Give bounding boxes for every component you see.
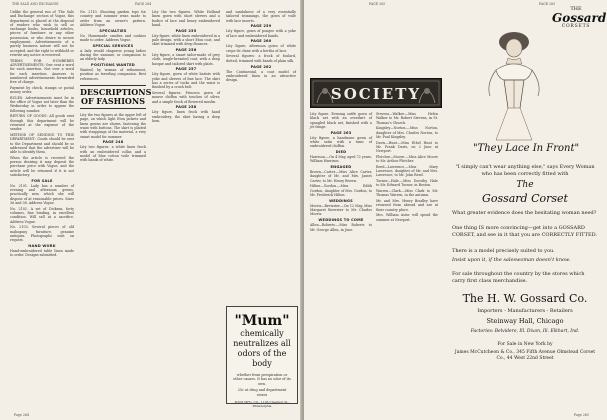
- section-heading: PAGE 262: [250, 64, 272, 69]
- left-page-footer: Page 264: [14, 413, 29, 417]
- text-paragraph: No. 2103. Several pieces of old mahogany furniture, genuine antiques. Photographs sent on request.: [10, 225, 74, 243]
- text-paragraph: Davis—Hunt.—Miss Ethel Hunt to Mr. Frank Davis, on 2 June at Newport.: [376, 140, 438, 154]
- gossard-slogan: "They Lace In Front": [472, 143, 580, 154]
- text-paragraph: Lity figure, white linen embroidered in a pale design, with a short Eton coat, and skirt trimmed with deep flounces.: [152, 33, 220, 47]
- text-paragraph: and sandalness of a very essentially tailored trimmings, the gown of voile with lace inserts.: [226, 10, 296, 23]
- mum-sub2: neutralizes all: [233, 339, 291, 348]
- text-paragraph: Several figures: Princess gown of mauve chiffon with touches of silver, and a simple frock of flowered muslin.: [152, 91, 220, 104]
- text-paragraph: Harrison.—On 4 May, aged 72 years, William Harrison.: [310, 155, 372, 164]
- text-paragraph: Lity the two figures. White Holland linen gown with short sleeves and a bodice of lace and heavy embroidered band.: [152, 10, 220, 27]
- text-paragraph: Fletcher—Moore.—Miss Alice Moore to Mr. Arthur Fletcher.: [376, 154, 438, 164]
- text-paragraph: RULES: Advertisements must be in the office of Vogue not later than the Wednesday in order to appear the following number.: [10, 95, 74, 113]
- text-paragraph: No. 2110. Shooting garden tops for country and summer wear, made to order from an owner's pattern. Address Vogue.: [80, 10, 146, 27]
- text-paragraph: No. Homemade candies and cookies made to order. Address Vogue.: [80, 33, 146, 42]
- right-top-column-1: [310, 10, 372, 75]
- left-folio-section: THE SALE AND EXCHANGE: [12, 2, 59, 6]
- right-page: [304, 0, 607, 420]
- right-folio-left: PAGE 265: [369, 2, 386, 6]
- section-heading: SPECIALTIES: [99, 28, 127, 33]
- gossard-para-2: One thing IS more convincing—get into a GOSSARD CORSET, and see in it that you are CORRECTLY FITTED.: [452, 225, 598, 238]
- gossard-address: Steinway Hall, Chicago: [486, 317, 564, 325]
- section-heading: PAGE 256: [175, 48, 197, 53]
- society-banner: [310, 78, 442, 108]
- section-heading: WEDDINGS TO COME: [318, 218, 364, 223]
- text-paragraph: The Continental, a coat model of embroidered linen in an attractive design.: [226, 69, 296, 83]
- text-paragraph: Lity two figures: a white linen frock with an embroidered collar, and a model of blue cotton voile trimmed with bands of white.: [80, 145, 146, 163]
- text-paragraph: Reed—Lawrence.—Miss Mary Lawrence, daughter of Mr. and Mrs. Lawrence, to Mr. John Reed.: [376, 164, 438, 178]
- right-column-2: [376, 112, 438, 408]
- text-paragraph: Allen—Roberts.—Miss Roberts to Mr. George Allen, in June.: [310, 223, 372, 232]
- text-paragraph: When the article is received the person desiring it may deposit the purchase price with Vogue, and the article will be returned if it is not satisfactory.: [10, 155, 74, 178]
- text-paragraph: A lady would chaperon young ladies during the summer, or companion to an elderly lady.: [80, 48, 146, 62]
- section-heading: FOR SALE: [31, 178, 53, 183]
- gossard-ny: For Sale in New York by: [497, 342, 553, 347]
- gossard-logo: [552, 6, 607, 29]
- mum-footer: MUM MFG. CO., 1106 Chestnut St., Philadelphia: [234, 400, 290, 409]
- section-heading: PAGE 260: [250, 39, 272, 44]
- text-paragraph: Lity figure, afternoon gown of white crepe de chine with a bertha of lace.: [226, 44, 296, 53]
- mum-headline: "Mum": [234, 313, 290, 329]
- text-paragraph: Lity figure, gown of pongee with a yoke of lace and embroidered bands.: [226, 29, 296, 38]
- section-heading: PAGE 257: [175, 67, 197, 72]
- corset-woman-illustration: [474, 28, 554, 140]
- mum-body: whether from perspiration or other causes. It has no odor of its own.: [233, 373, 291, 386]
- text-paragraph: RETURN OF GOODS: All goods sent through this department will be returned at the expense of the sender.: [10, 114, 74, 132]
- gossard-logo-the: THE: [570, 6, 582, 12]
- section-heading: PAGE 258: [175, 105, 197, 110]
- left-column-3: [152, 10, 220, 408]
- section-heading: ENGAGED: [330, 165, 352, 170]
- gossard-the: The: [516, 180, 534, 190]
- text-paragraph: Lity figure. Evening outfit gown of black net with an overskirt of spangled black net, finished with a jet fringe.: [310, 112, 372, 129]
- text-paragraph: Mr. and Mrs. Henry Bradley have returned from abroad and are at their country place.: [376, 199, 438, 212]
- text-paragraph: Several figures: a frock of foulard, dotted, trimmed with bands of plain silk.: [226, 54, 296, 63]
- left-folio-page: PAGE 264: [135, 2, 152, 6]
- right-page-footer: Page 265: [574, 413, 589, 417]
- text-paragraph: Payment by check, stamps or postal money order.: [10, 85, 74, 95]
- mum-sub3: odors of the body: [237, 349, 287, 368]
- gossard-quote: "I simply can't wear anything else," says Every Woman who has been correctly fitted with: [455, 164, 595, 177]
- section-heading: POSITIONS WANTED: [91, 63, 135, 68]
- mum-sub1: chemically: [240, 329, 284, 338]
- right-column-1: [310, 112, 372, 408]
- gossard-para-3: There is a model precisely suited to you.: [452, 248, 555, 254]
- gossard-stores: James McCutcheon & Co., 345 Fifth Avenue Olmstead Corset Co., 44 West 22nd Street: [454, 350, 596, 361]
- gossard-role: Importers - Manufacturers - Retailers: [477, 308, 573, 314]
- text-paragraph: Lity figure, linen frock with hand embroidery, the skirt having a deep hem.: [152, 110, 220, 124]
- gossard-company: The H. W. Gossard Co.: [462, 292, 588, 305]
- gossard-logo-corsets: CORSETS: [561, 24, 591, 29]
- section-heading: PAGE 259: [250, 24, 272, 29]
- gossard-logo-brand: Gossard: [552, 11, 607, 25]
- right-top-column-2: [376, 10, 438, 75]
- gossard-brand-line: Gossard Corset: [482, 192, 568, 205]
- text-paragraph: Turner—Hale.—Miss Dorothy Hale to Mr. Edward Turner, in Boston.: [376, 179, 438, 188]
- text-paragraph: TERMS FOR NUMBERED ADVERTISEMENTS: One cent a word for each insertion. Not over a word for each insertion. Answers to numbered advertisements forwarded free of charge.: [10, 58, 74, 85]
- left-page: [0, 0, 303, 420]
- left-column-1: [10, 10, 74, 408]
- gossard-factories: Factories: Belvidere, Ill. Dixon, Ill. Elkhart, Ind.: [470, 329, 580, 334]
- text-paragraph: Kingsley—Norton.—Miss Norton, daughter of Mrs. Charles Norton, to Mr. Paul Kingsley.: [376, 126, 438, 139]
- section-heading: PAGE 248: [102, 140, 124, 145]
- text-paragraph: Lity figure, gown of white batiste with yoke and sleeves of fine lace. The skirt has a series of tucks and the waist is finished by a crush belt.: [152, 72, 220, 90]
- right-folio-right: PAGE 265: [539, 2, 556, 6]
- section-heading: PAGE 255: [175, 28, 197, 33]
- section-heading: WEDDINGS: [329, 198, 353, 203]
- text-paragraph: Hand-embroidered table linen made to order. Designs submitted.: [10, 248, 74, 258]
- left-column-4: [226, 10, 296, 300]
- section-heading: DIED: [335, 150, 347, 155]
- mum-advertisement: [226, 306, 298, 409]
- section-heading: HAND WORK: [28, 243, 56, 248]
- gossard-para-4: Insist upon it, if the saleswoman doesn't know.: [452, 257, 571, 263]
- text-paragraph: No. 2102. A set of Dickens, forty volumes, fine binding, in excellent condition. Will sell at a sacrifice. Address Vogue.: [10, 206, 74, 224]
- text-paragraph: Unlike the general run of 'The Sale and Exchange' section of Vogue, this department is placed at the disposal of readers who wish to sell or exchange books, household articles, pieces of furniture or any other possession, or who desire to secure employment. Advertisements of a purely business nature will not be accepted, and the right to withhold or rewrite any notice is reserved.: [10, 10, 74, 57]
- gossard-advertisement: [444, 6, 607, 408]
- text-paragraph: Wanted, by woman of refinement, position as traveling companion. Best references.: [80, 68, 146, 81]
- text-paragraph: Lity figure, a handsome gown of white satin with a tunic of embroidered chiffon.: [310, 135, 372, 149]
- society-title: SOCIETY: [330, 85, 422, 103]
- text-paragraph: Mrs. William Astor will spend the summer at Newport.: [376, 213, 438, 222]
- text-paragraph: Stevens—Walker.—Miss Helen Walker to Mr. Robert Stevens, in St. Thomas's Church.: [376, 112, 438, 125]
- left-column-2: [80, 10, 152, 408]
- gossard-para-5: For sale throughout the country by the stores which carry first class merchandise.: [452, 271, 585, 284]
- text-paragraph: Hilton—Gordon.—Miss Edith Gordon, daughter of Mrs. Gordon, to Mr. Frederick Hilton.: [310, 184, 372, 198]
- text-paragraph: Lity figure, a smart tailor-made of grey cloth, single-breasted coat, with a deep basque and tailored skirt with plaits.: [152, 53, 220, 66]
- section-heading: SPECIAL SERVICES: [92, 43, 134, 48]
- descriptions-title: DESCRIPTIONS OF FASHIONS: [80, 85, 146, 109]
- text-paragraph: METHOD OF SENDING TO THIS DEPARTMENT: Goods should be sent to the Department and should be so addressed that the advertiser will be able to identify them.: [10, 132, 74, 155]
- text-paragraph: No. 2101. Lady has a number of evening and afternoon gowns, practically new, which she will dispose of at reasonable prices. Sizes 36 and 38. Address Vogue.: [10, 183, 74, 206]
- section-heading: PAGE 263: [330, 130, 352, 135]
- gossard-para-1: What greater evidence does the hesitating woman need?: [452, 210, 597, 216]
- mum-price: 25c at drug and department stores: [237, 388, 287, 397]
- text-paragraph: Warren—Clark.—Miss Clark to Mr. Thomas Warren, in the autumn.: [376, 189, 438, 198]
- text-paragraph: Brown—Carter.—Miss Alice Carter, daughter of Mr. and Mrs. James Carter, to Mr. Henry Brown.: [310, 170, 372, 183]
- text-paragraph: Morris—Brewster.—On 12 May, Miss Margaret Brewster to Mr. Charles Morris.: [310, 203, 372, 217]
- text-paragraph: Lity the two figures at the upper left of page, on which light Eton jackets and linen gowns are shown, fastening the waist with buttons. The skirt is plaited with strappings of the material, a very smart model for summer.: [80, 113, 146, 139]
